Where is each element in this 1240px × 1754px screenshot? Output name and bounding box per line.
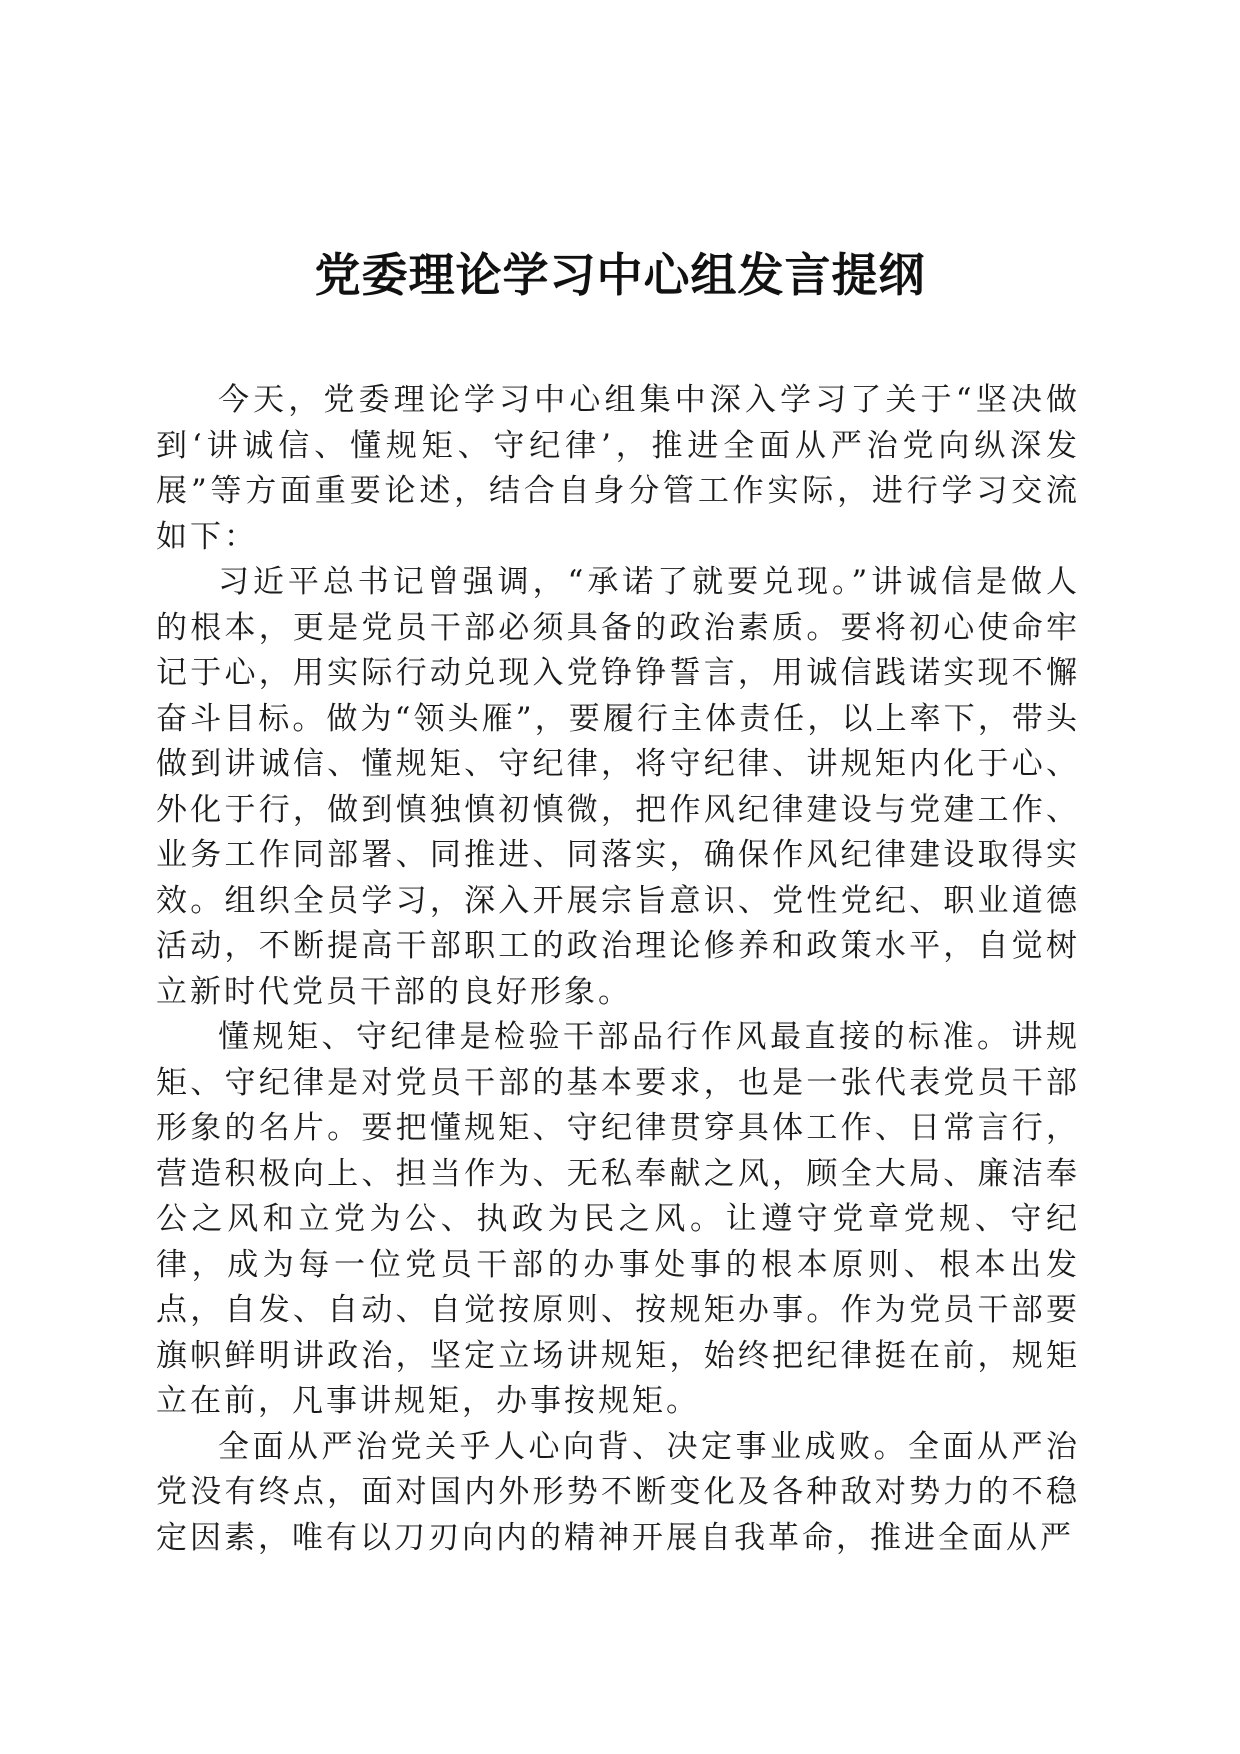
paragraph-rules-discipline: 懂规矩、守纪律是检验干部品行作风最直接的标准。讲规矩、守纪律是对党员干部的基本要求，也是一张代表党员干部形象的名片。要把懂规矩、守纪律贯穿具体工作、日常言行，营造积极向上、担当作为、无私奉献之风，顾全大局、廉洁奉公之风和立党为公、执政为民之风。让遵守党章党规、守纪律，成为每一位党员干部的办事处事的根本原则、根本出发点，自发、自动、自觉按原则、按规矩办事。作为党员干部要旗帜鲜明讲政治，坚定立场讲规矩，始终把纪律挺在前，规矩立在前，凡事讲规矩，办事按规矩。 — [156, 1019, 1080, 1419]
paragraph-strict-governance: 全面从严治党关乎人心向背、决定事业成败。全面从严治党没有终点，面对国内外形势不断变化及各种敌对势力的不稳定因素，唯有以刀刃向内的精神开展自我革命，推进全面从严 — [156, 1428, 1080, 1556]
paragraph-intro: 今天，党委理论学习中心组集中深入学习了关于“坚决做到‘讲诚信、懂规矩、守纪律’，推进全面从严治党向纵深发展”等方面重要论述，结合自身分管工作实际，进行学习交流如下： — [156, 382, 1080, 555]
document-body — [156, 378, 1080, 1561]
document-title: 党委理论学习中心组发言提纲 — [314, 248, 926, 302]
paragraph-integrity: 习近平总书记曾强调，“承诺了就要兑现。”讲诚信是做人的根本，更是党员干部必须具备的政治素质。要将初心使命牢记于心，用实际行动兑现入党铮铮誓言，用诚信践诺实现不懈奋斗目标。做为“领头雁”，要履行主体责任，以上率下，带头做到讲诚信、懂规矩、守纪律，将守纪律、讲规矩内化于心、外化于行，做到慎独慎初慎微，把作风纪律建设与党建工作、业务工作同部署、同推进、同落实，确保作风纪律建设取得实效。组织全员学习，深入开展宗旨意识、党性党纪、职业道德活动，不断提高干部职工的政治理论修养和政策水平，自觉树立新时代党员干部的良好形象。 — [156, 564, 1080, 1010]
